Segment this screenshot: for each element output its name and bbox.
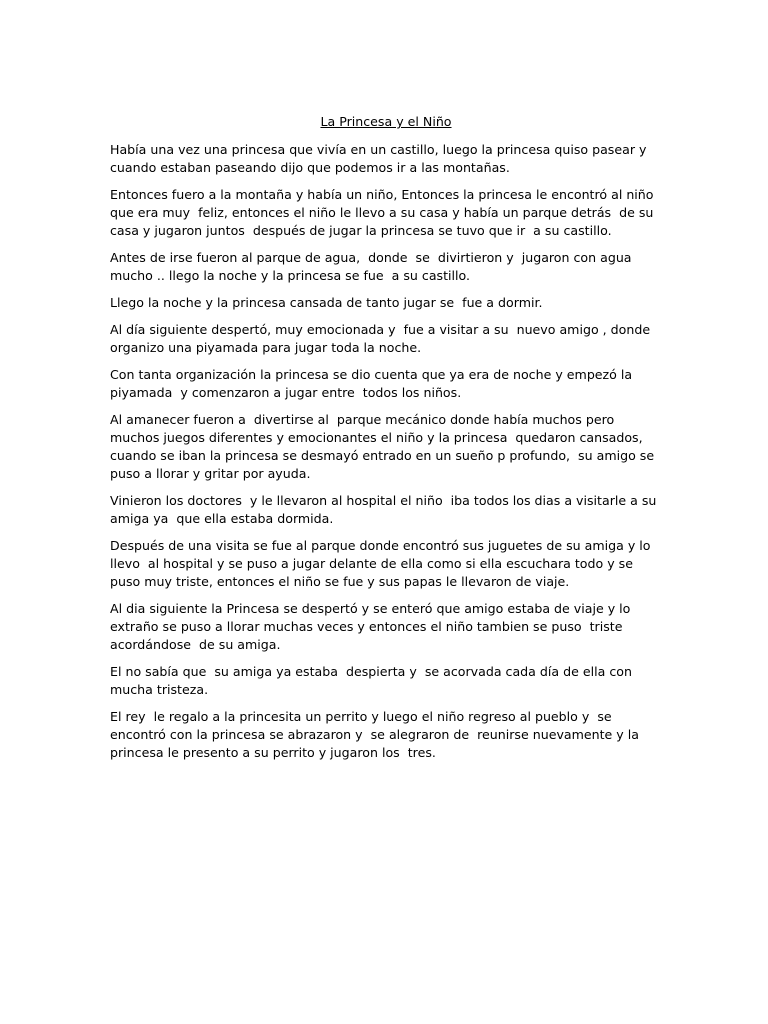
paragraph-8: Vinieron los doctores y le llevaron al hospital el niño iba todos los dias a visitarle a su amiga ya que ella estaba dormida. (110, 493, 661, 526)
paragraph-9: Después de una visita se fue al parque donde encontró sus juguetes de su amiga y lo llevo al hospital y se puso a jugar delante de ella como si ella escuchara todo y se puso muy triste, entonces el niño se fue y sus papas le llevaron de viaje. (110, 538, 655, 589)
paragraph-1: Había una vez una princesa que vivía en un castillo, luego la princesa quiso pasear y cuando estaban paseando dijo que podemos ir a las montañas. (110, 142, 651, 175)
paragraph-7: Al amanecer fueron a divertirse al parque mecánico donde había muchos pero muchos juegos diferentes y emocionantes el niño y la princesa quedaron cansados, cuando se iban la princesa se desmayó entrado en un sueño p profundo, su amigo se puso a llorar y gritar por ayuda. (110, 412, 659, 481)
paragraph-3: Antes de irse fueron al parque de agua, donde se divirtieron y jugaron con agua mucho .. llego la noche y la princesa se fue a su castillo. (110, 250, 640, 283)
paragraph-5: Al día siguiente despertó, muy emocionada y fue a visitar a su nuevo amigo , donde organizo una piyamada para jugar toda la noche. (110, 322, 655, 355)
document-body (110, 113, 662, 771)
paragraph-12: El rey le regalo a la princesita un perrito y luego el niño regreso al pueblo y se encontró con la princesa se abrazaron y se alegraron de reunirse nuevamente y la princesa le presento a su perrito y jugaron los tres. (110, 709, 643, 760)
paragraph-6: Con tanta organización la princesa se dio cuenta que ya era de noche y empezó la piyamada y comenzaron a jugar entre todos los niños. (110, 367, 637, 400)
paragraph-10: Al dia siguiente la Princesa se despertó y se enteró que amigo estaba de viaje y lo extraño se puso a llorar muchas veces y entonces el niño tambien se puso triste acordándose de su amiga. (110, 601, 635, 652)
document-title: La Princesa y el Niño (320, 114, 452, 129)
paragraph-4: Llego la noche y la princesa cansada de tanto jugar se fue a dormir. (110, 295, 543, 310)
paragraph-11: El no sabía que su amiga ya estaba despierta y se acorvada cada día de ella con mucha tristeza. (110, 664, 636, 697)
paragraph-2: Entonces fuero a la montaña y había un niño, Entonces la princesa le encontró al niño que era muy feliz, entonces el niño le llevo a su casa y había un parque detrás de su casa y jugaron juntos después de jugar la princesa se tuvo que ir a su castillo. (110, 187, 658, 238)
